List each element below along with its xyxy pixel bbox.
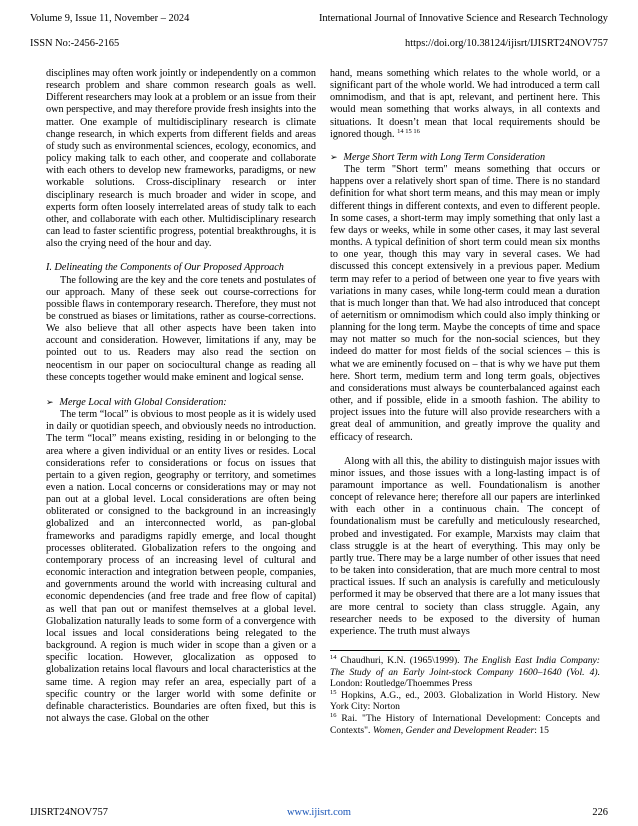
- article-id: IJISRT24NOV757: [30, 807, 108, 818]
- paragraph-text: hand, means something which relates to the whole world, or a significant part of the whole world. We had introduced a term call omnimodism, and that is apt, relevant, and pertinent here. This would mean something that works always, in all contexts and situations. It doesn’t mean that local requirements should be ignored though.: [330, 68, 600, 140]
- website-link[interactable]: www.ijisrt.com: [287, 807, 351, 818]
- issn: ISSN No:-2456-2165: [30, 38, 120, 49]
- footnotes: [330, 655, 600, 736]
- subsection-heading: [330, 151, 600, 164]
- paragraph: The following are the key and the core tenets and postulates of our approach. Many of these seek out course-corrections for possible flaws in contemporary research. Therefore, they must not be construed as biases or limitations, rather as course-corrections. We also believe that all other aspects have been taken into account and consideration. However, limitations if any, may be pointed out to us. Readers may also read the section on neocentism in our paper on sociocultural change as reading all these concepts together would make eminent and logical sense.: [46, 274, 316, 383]
- footnote-text: Rai. "The History of International Development: Concepts and Contexts".: [330, 713, 600, 736]
- footnote-text: : 15: [534, 724, 549, 736]
- page-number: 226: [592, 807, 608, 818]
- subsection-title: Merge Short Term with Long Term Consideration: [343, 151, 546, 163]
- footnote-text: Chaudhuri, K.N. (1965\1999).: [340, 655, 460, 667]
- doi-link[interactable]: https://doi.org/10.38124/ijisrt/IJISRT24NOV757: [405, 38, 608, 49]
- arrow-bullet-icon: ➢: [46, 396, 54, 407]
- arrow-bullet-icon: ➢: [330, 151, 338, 162]
- left-column: [46, 68, 316, 725]
- paragraph: Along with all this, the ability to distinguish major issues with minor issues, and those issues with a long-lasting impact is of paramount importance as well. Foundationalism is another concept of relevance here; therefore all our papers are interlinked with each other in a continuous chain. The concept of foundationalism must be carefully and meticulously researched, probed and investigated. For example, Marxists may claim that class struggle is at the heart of everything. This may only be partly true. There may be a large number of other issues that need to be taken into consideration, that are much more central to most practical issues. If such an analysis is carefully and meticulously performed it may be observed that there are a lot many issues that are more central to society than class struggle. Again, any researcher needs to be exposed to the diversity of human experience. The truth must always: [330, 455, 600, 637]
- footnote-divider: [330, 650, 460, 651]
- footnote: [330, 713, 600, 736]
- footnote-title: Women, Gender and Development Reader: [372, 724, 535, 736]
- subsection-title: Merge Local with Global Consideration:: [59, 396, 227, 408]
- footnote-text: Hopkins, A.G., ed., 2003. Globalization in World History. New York City: Norton: [330, 689, 600, 713]
- footnote-number: 14: [330, 654, 337, 662]
- footnote-number: 15: [330, 688, 337, 696]
- paragraph: The term “local” is obvious to most people as it is widely used in daily or quotidian speech, and obviously needs no introduction. The term “local” means existing, residing in or belonging to the area where a given individual or an entity lives or resides. Local considerations refer to considerations or focus on issues that pertain to a given region, geography or territory, and sometimes even a nation. Local concerns or considerations may or may not pan out at a global level. Local considerations are often being obliterated or consigned to the background in an increasingly globalized and an interconnected world, as pan-global frameworks and paradigms rapidly emerge, and local thought processes obliterated. Globalization refers to the ongoing and contemporary process of an increasing level of cultural and economic interaction and integration between people, companies, and governments around the world with increasing cultural and economic dependencies (and free trade and free flow of capital) as well that pan out or manifest themselves at a global level. Globalization naturally leads to some form of a convergence with local issues and local considerations being relegated to the background. A region is much wider in scope than a given or a specific location. However, glocalization as opposed to globalization retains local flavours and local characteristics at the same time. A region may refer an area, especially part of a specific country or the larger world with some definite or definable characteristics. Boundaries are often fixed, but this is not always the case. Global on the other: [46, 409, 316, 724]
- subsection-heading: [46, 396, 316, 409]
- footnote-title: The English East India Company: The Study of an Early Joint-stock Company 1600–1640 (Vol. 4).: [330, 655, 600, 678]
- paragraph: The term "Short term" means something that occurs or happens over a relatively short span of time. There is no standard definition for what short term means, and this may mean or imply different things in different contexts, and even to different people. In some cases, a short-term may imply something that only last a few days or weeks, while in some other cases, it may last several months. A typical definition of short term could mean six months to one year, though this may vary in several cases. We had discussed this concept extensively in a previous paper. Medium term may refer to a period of between one year to five years with variations in many cases, while long-term could mean a duration that is much longer than that. We had also introduced that concept of aeternitism or omnimodism which could also imply thinking or planning for the long term. Maybe the concepts of time and space may not matter so much for the non-social sciences, but they indeed do matter for most fields of the social sciences – this is what we are eminently focused on – that is why we have put them here. Short term, medium term and long term goals, objectives and considerations must always be counterbalanced against each other, and if possible, elide in a smooth fashion. The ability to project issues into the future will also provide researchers with a great deal of ammunition, and greatly improve the quality and efficacy of research.: [330, 164, 600, 443]
- right-column: [330, 68, 600, 736]
- footnote: [330, 655, 600, 690]
- paragraph: disciplines may often work jointly or independently on a common research problem and share common research goals as well. Different researchers may look at a problem or an issue from their own perspective, and may therefore provide fresh insights into the matter. One example of multidisciplinary research is climate change research, in which experts from different fields and areas of study such as environmental sciences, ecology, economics, and policy making talk to each other, and cooperate and collaborate with each others to develop new frameworks, paradigms, or new workable solutions. Cross-disciplinary research or inter disciplinary research is much broader and wider in scope, and experts form often loosely interrelated areas of study talk to each other, and collaborate with each other. Multidisciplinary research can lead to faster scientific progress, potential breakthroughs, it is also the crying need of the hour and day.: [46, 68, 316, 250]
- paragraph: [330, 68, 600, 141]
- footnote-refs[interactable]: 14 15 16: [397, 127, 420, 135]
- journal-name: International Journal of Innovative Science and Research Technology: [318, 13, 608, 24]
- footnote-number: 16: [330, 712, 337, 719]
- volume-info: Volume 9, Issue 11, November – 2024: [30, 13, 190, 24]
- footnote-text: London: Routledge/Thoemmes Press: [330, 678, 473, 690]
- footnote: [330, 690, 600, 713]
- section-heading: I. Delineating the Components of Our Proposed Approach: [46, 262, 284, 274]
